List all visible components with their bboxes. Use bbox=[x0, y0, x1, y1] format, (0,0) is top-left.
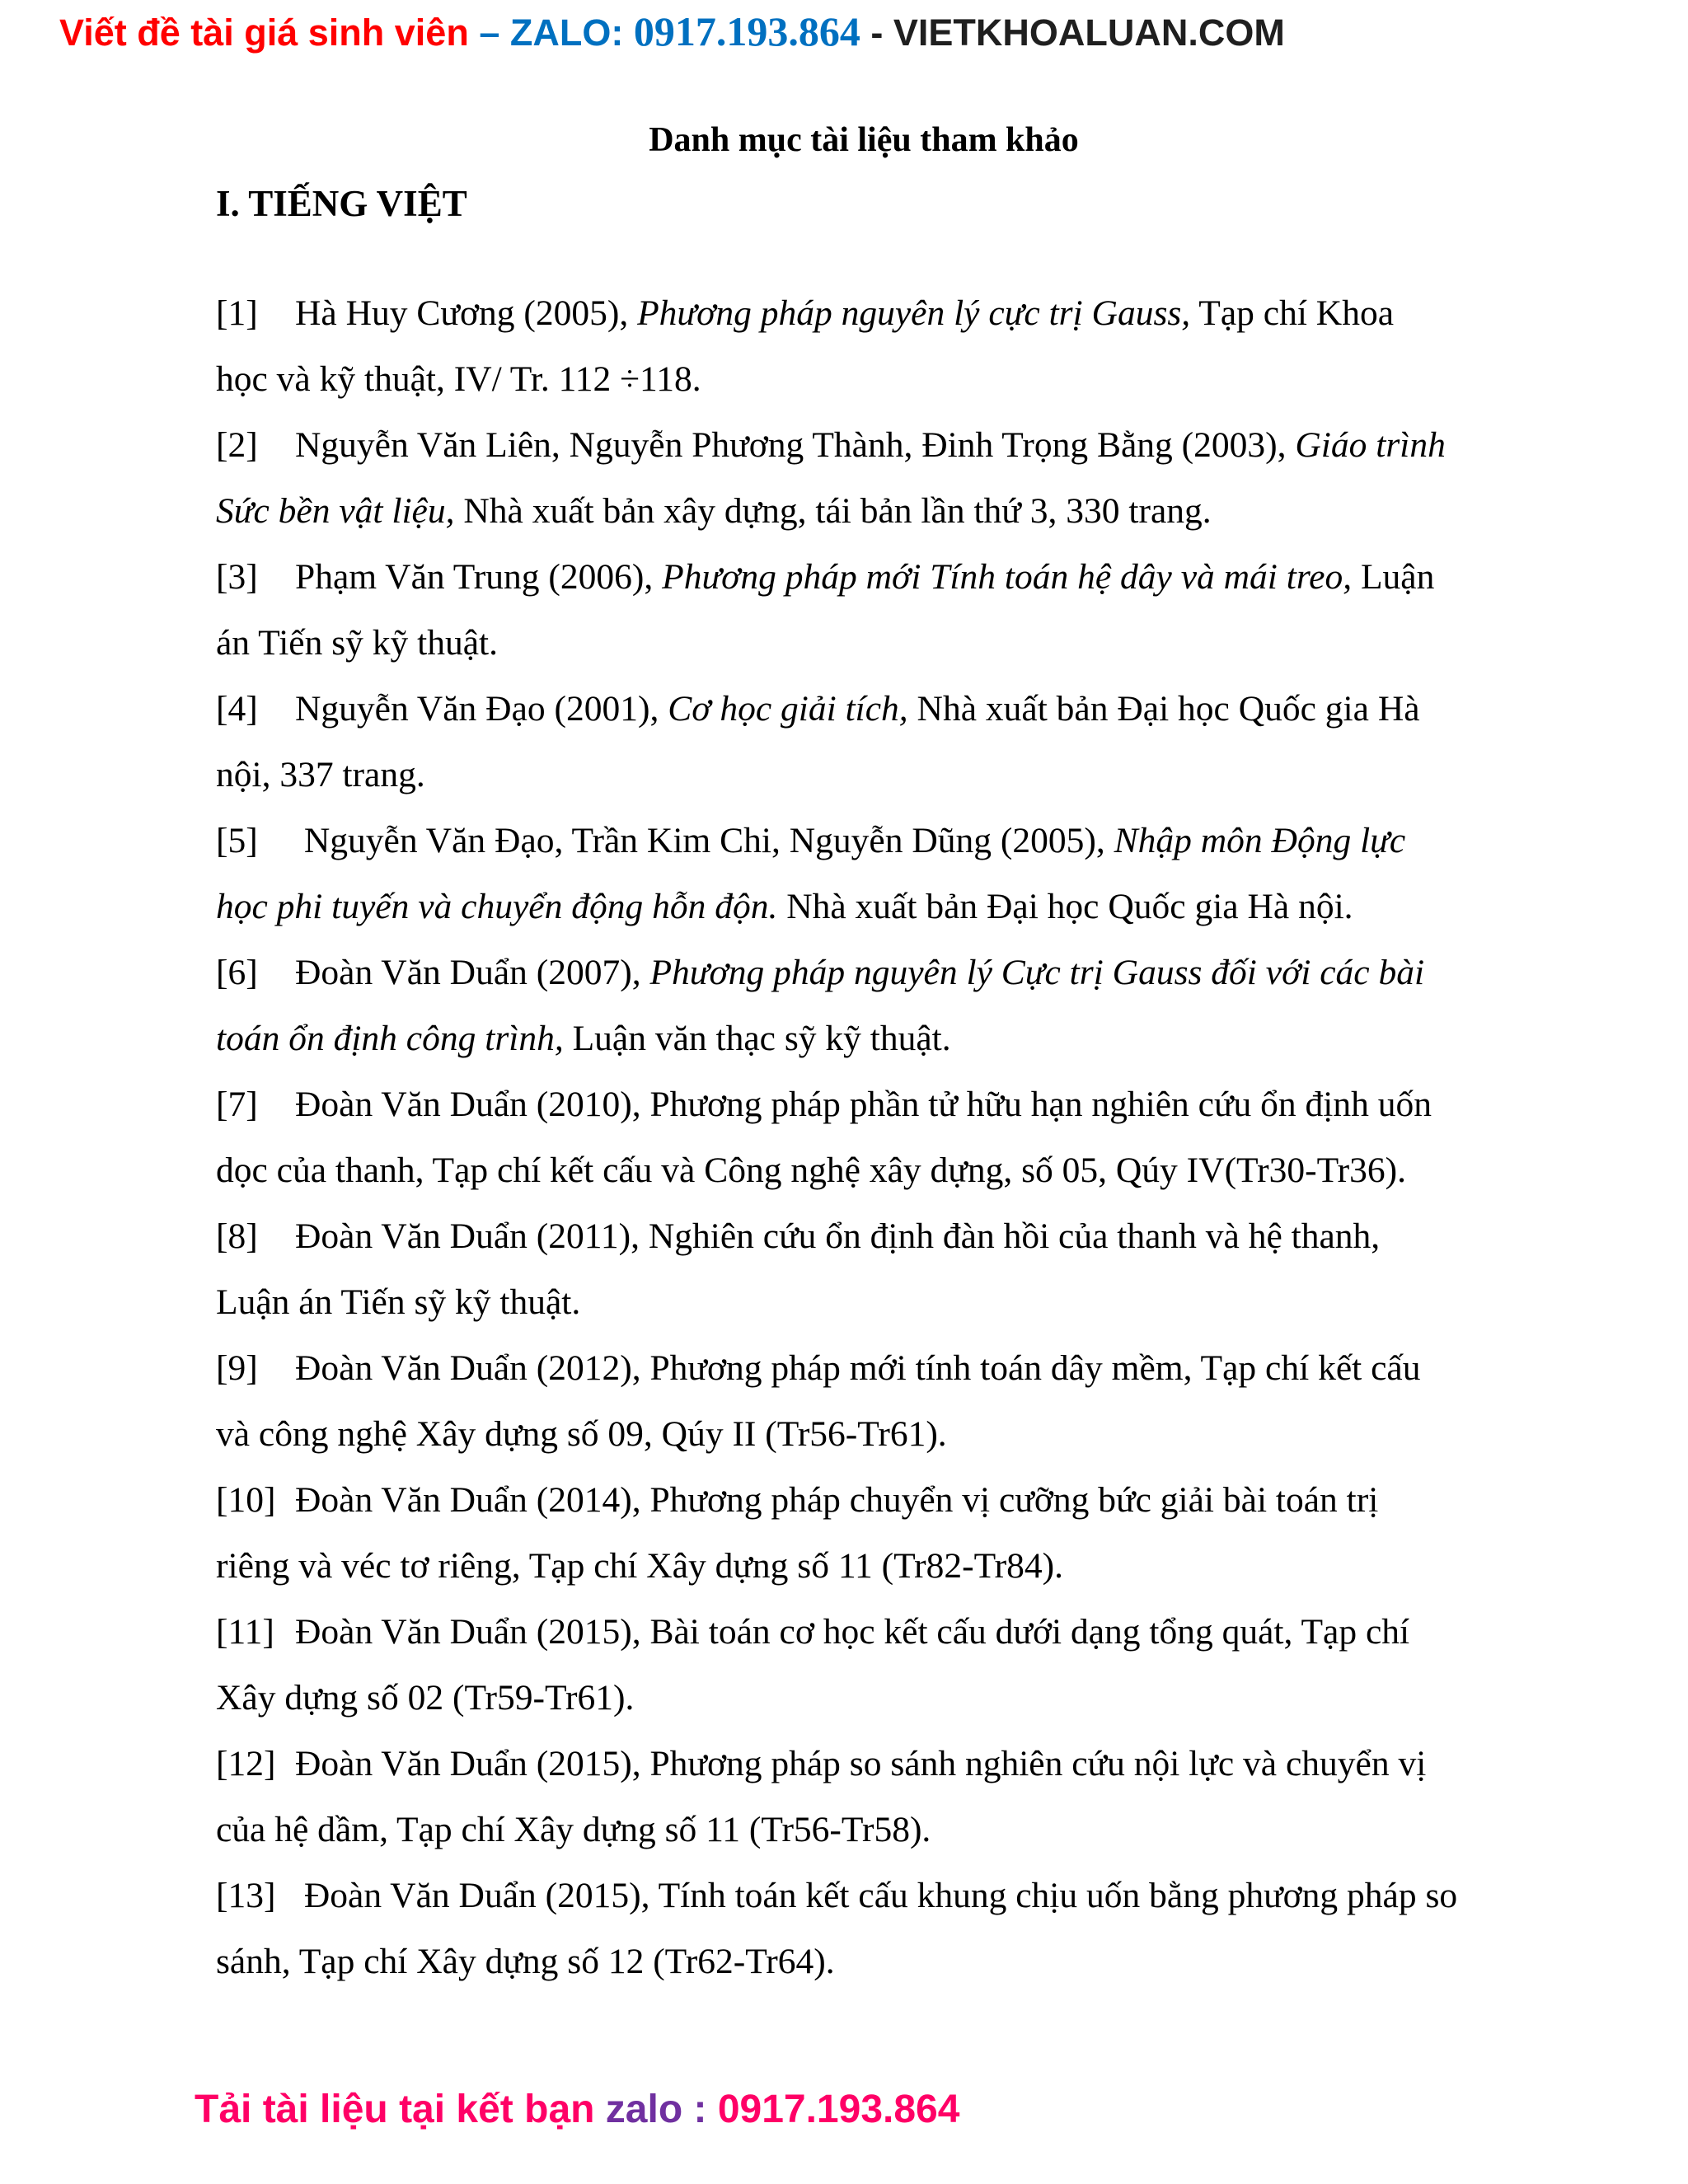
reference-entry-line1 bbox=[216, 1335, 1531, 1401]
reference-entry-line1 bbox=[216, 808, 1531, 874]
reference-italic-title: Phương pháp nguyên lý cực trị Gauss, bbox=[637, 293, 1191, 333]
reference-text: Đoàn Văn Duẩn (2007), bbox=[295, 953, 650, 992]
reference-text: Đoàn Văn Duẩn (2015), Tính toán kết cấu khung chịu uốn bằng phương pháp so bbox=[295, 1876, 1458, 1915]
reference-entry-line2 bbox=[216, 742, 1531, 808]
reference-number: [13] bbox=[216, 1876, 276, 1915]
reference-entry-line1 bbox=[216, 1467, 1531, 1533]
reference-text: và công nghệ Xây dựng số 09, Qúy II (Tr56-Tr61). bbox=[216, 1414, 947, 1454]
reference-text: Đoàn Văn Duẩn (2015), Bài toán cơ học kết cấu dưới dạng tổng quát, Tạp chí bbox=[295, 1612, 1410, 1652]
top-banner-slogan: Viết đề tài giá sinh viên bbox=[59, 12, 469, 54]
reference-list bbox=[216, 280, 1531, 1994]
reference-entry-line2 bbox=[216, 346, 1531, 412]
reference-text: của hệ dầm, Tạp chí Xây dựng số 11 (Tr56-Tr58). bbox=[216, 1810, 931, 1849]
reference-text: học và kỹ thuật, IV/ Tr. 112 ÷118. bbox=[216, 359, 701, 399]
bottom-banner-phone: 0917.193.864 bbox=[717, 2088, 960, 2131]
page-title: Danh mục tài liệu tham khảo bbox=[649, 121, 1079, 159]
reference-text: Tạp chí Khoa bbox=[1190, 293, 1395, 333]
reference-number: [12] bbox=[216, 1744, 276, 1783]
reference-entry-line2 bbox=[216, 1269, 1531, 1335]
reference-text: Luận văn thạc sỹ kỹ thuật. bbox=[563, 1019, 951, 1058]
reference-text: Đoàn Văn Duẩn (2010), Phương pháp phần tử hữu hạn nghiên cứu ổn định uốn bbox=[295, 1085, 1432, 1124]
reference-italic-title: Phương pháp mới Tính toán hệ dây và mái treo, bbox=[662, 557, 1353, 597]
top-banner bbox=[59, 7, 1285, 58]
reference-text: Luận án Tiến sỹ kỹ thuật. bbox=[216, 1282, 581, 1322]
reference-entry-line1 bbox=[216, 544, 1531, 610]
section-heading: I. TIẾNG VIỆT bbox=[216, 183, 467, 224]
reference-italic-title: toán ổn định công trình, bbox=[216, 1019, 564, 1058]
reference-italic-title: Sức bền vật liệu, bbox=[216, 491, 455, 531]
reference-text: Nhà xuất bản Đại học Quốc gia Hà bbox=[907, 689, 1420, 729]
reference-text: Nhà xuất bản Đại học Quốc gia Hà nội. bbox=[777, 887, 1353, 926]
reference-entry-line2 bbox=[216, 610, 1531, 676]
reference-entry-line1 bbox=[216, 1599, 1531, 1665]
reference-text: Phạm Văn Trung (2006), bbox=[295, 557, 663, 597]
reference-text: riêng và véc tơ riêng, Tạp chí Xây dựng số 11 (Tr82-Tr84). bbox=[216, 1546, 1064, 1586]
reference-text: sánh, Tạp chí Xây dựng số 12 (Tr62-Tr64). bbox=[216, 1942, 835, 1981]
reference-text: Nguyễn Văn Đạo, Trần Kim Chi, Nguyễn Dũng (2005), bbox=[295, 821, 1114, 860]
reference-number: [8] bbox=[216, 1216, 258, 1256]
reference-entry-line2 bbox=[216, 1005, 1531, 1071]
reference-entry-line2 bbox=[216, 1797, 1531, 1863]
reference-text: án Tiến sỹ kỹ thuật. bbox=[216, 623, 498, 663]
reference-entry-line2 bbox=[216, 478, 1531, 544]
reference-text: Hà Huy Cương (2005), bbox=[295, 293, 638, 333]
reference-entry-line1 bbox=[216, 676, 1531, 742]
reference-entry-line2 bbox=[216, 1401, 1531, 1467]
bottom-banner bbox=[195, 2081, 959, 2139]
reference-text: Luận bbox=[1352, 557, 1435, 597]
reference-text: dọc của thanh, Tạp chí kết cấu và Công nghệ xây dựng, số 05, Qúy IV(Tr30-Tr36). bbox=[216, 1151, 1406, 1190]
reference-entry-line1 bbox=[216, 1863, 1531, 1929]
reference-italic-title: Cơ học giải tích, bbox=[668, 689, 908, 729]
reference-number: [6] bbox=[216, 953, 258, 992]
reference-text: Đoàn Văn Duẩn (2015), Phương pháp so sánh nghiên cứu nội lực và chuyển vị bbox=[295, 1744, 1427, 1783]
reference-number: [7] bbox=[216, 1085, 258, 1124]
reference-text: nội, 337 trang. bbox=[216, 755, 425, 794]
reference-entry-line1 bbox=[216, 940, 1531, 1005]
reference-text: Nguyễn Văn Liên, Nguyễn Phương Thành, Đinh Trọng Bằng (2003), bbox=[295, 425, 1296, 465]
reference-entry-line2 bbox=[216, 1533, 1531, 1599]
top-banner-zalo-label: – ZALO: bbox=[468, 12, 634, 54]
reference-text: Đoàn Văn Duẩn (2012), Phương pháp mới tính toán dây mềm, Tạp chí kết cấu bbox=[295, 1348, 1421, 1388]
reference-number: [9] bbox=[216, 1348, 258, 1388]
reference-entry-line1 bbox=[216, 412, 1531, 478]
reference-number: [11] bbox=[216, 1612, 274, 1652]
reference-entry-line2 bbox=[216, 1665, 1531, 1731]
reference-number: [2] bbox=[216, 425, 258, 465]
reference-text: Xây dựng số 02 (Tr59-Tr61). bbox=[216, 1678, 635, 1718]
reference-entry-line1 bbox=[216, 1731, 1531, 1797]
reference-number: [5] bbox=[216, 821, 258, 860]
reference-text: Đoàn Văn Duẩn (2011), Nghiên cứu ổn định đàn hồi của thanh và hệ thanh, bbox=[295, 1216, 1381, 1256]
reference-number: [1] bbox=[216, 293, 258, 333]
reference-italic-title: Nhập môn Động lực bbox=[1114, 821, 1406, 860]
reference-number: [3] bbox=[216, 557, 258, 597]
reference-italic-title: Phương pháp nguyên lý Cực trị Gauss đối với các bài bbox=[649, 953, 1425, 992]
top-banner-phone: 0917.193.864 bbox=[633, 8, 860, 54]
reference-italic-title: Giáo trình bbox=[1295, 425, 1446, 465]
reference-entry-line2 bbox=[216, 874, 1531, 940]
reference-text: Nguyễn Văn Đạo (2001), bbox=[295, 689, 668, 729]
bottom-banner-text: Tải tài liệu tại kết bạn bbox=[195, 2088, 606, 2131]
reference-text: Nhà xuất bản xây dựng, tái bản lần thứ 3, 330 trang. bbox=[454, 491, 1212, 531]
reference-italic-title: học phi tuyến và chuyển động hỗn độn. bbox=[216, 887, 778, 926]
reference-text: Đoàn Văn Duẩn (2014), Phương pháp chuyển vị cưỡng bức giải bài toán trị bbox=[295, 1480, 1379, 1520]
top-banner-website: - VIETKHOALUAN.COM bbox=[860, 12, 1285, 54]
reference-entry-line1 bbox=[216, 1071, 1531, 1137]
reference-entry-line2 bbox=[216, 1929, 1531, 1994]
reference-entry-line1 bbox=[216, 1203, 1531, 1269]
reference-entry-line1 bbox=[216, 280, 1531, 346]
reference-number: [10] bbox=[216, 1480, 276, 1520]
bottom-banner-zalo-label: zalo : bbox=[605, 2088, 718, 2131]
reference-entry-line2 bbox=[216, 1137, 1531, 1203]
reference-number: [4] bbox=[216, 689, 258, 729]
